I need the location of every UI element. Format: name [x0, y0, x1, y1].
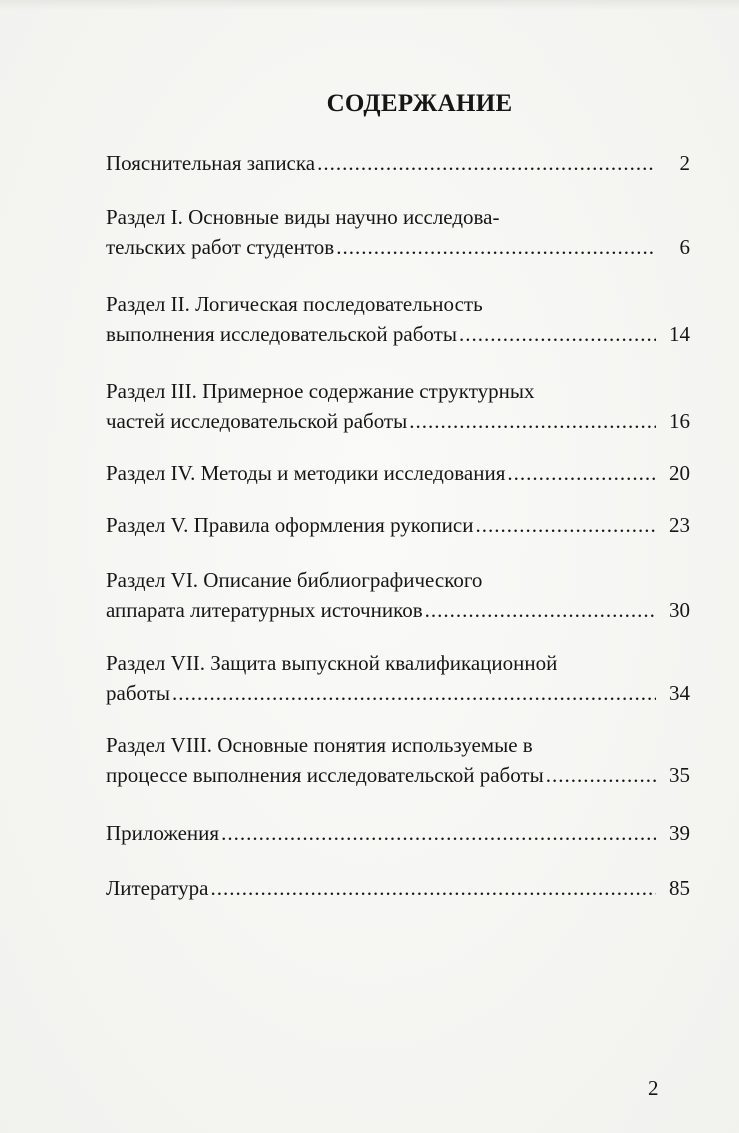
- toc-leader-dots: [409, 406, 656, 436]
- toc-entry-section-2[interactable]: [106, 289, 690, 349]
- toc-entry-title: Раздел IV. Методы и методики исследования: [106, 461, 506, 485]
- toc-entry-line: [106, 232, 690, 262]
- toc-entry-title: работы: [106, 681, 171, 705]
- toc-leader-dots: [336, 232, 656, 262]
- toc-entry-title-line: Раздел VI. Описание библиографического: [106, 568, 483, 592]
- toc-entry-line: [106, 818, 690, 848]
- page-title: СОДЕРЖАНИЕ: [326, 90, 513, 117]
- toc-leader-dots: [317, 148, 656, 178]
- toc-entry-section-4[interactable]: [106, 458, 690, 488]
- toc-entry-title: процессе выполнения исследовательской работы: [106, 763, 544, 787]
- toc-leader-dots: [507, 458, 656, 488]
- toc-leader-dots: [172, 678, 656, 708]
- toc-page-number: 35: [669, 763, 690, 787]
- toc-entry-appendices[interactable]: [106, 818, 690, 848]
- toc-entry-line: [106, 873, 690, 903]
- toc-entry-section-8[interactable]: [106, 730, 690, 790]
- toc-entry-literature[interactable]: [106, 873, 690, 903]
- toc-entry-section-3[interactable]: [106, 376, 690, 436]
- toc-entry-title-line: Раздел I. Основные виды научно исследова-: [106, 205, 500, 229]
- toc-entry-title: тельских работ студентов: [106, 235, 335, 259]
- toc-leader-dots: [221, 818, 656, 848]
- toc-entry-line: [106, 595, 690, 625]
- toc-entry-title-line: Раздел VII. Защита выпускной квалификационной: [106, 651, 558, 675]
- toc-leader-dots: [210, 873, 656, 903]
- toc-entry-title: выполнения исследовательской работы: [106, 322, 457, 346]
- toc-entry-title: частей исследовательской работы: [106, 409, 408, 433]
- toc-page-number: 14: [669, 322, 690, 346]
- toc-entry-section-7[interactable]: [106, 648, 690, 708]
- toc-page-number: 23: [669, 513, 690, 537]
- toc-page-number: 85: [669, 876, 690, 900]
- toc-entry-explanatory-note[interactable]: [106, 148, 690, 178]
- toc-page-number: 6: [679, 235, 690, 259]
- toc-entry-line: [106, 148, 690, 178]
- toc-entry-title: Литература: [106, 876, 209, 900]
- toc-leader-dots: [475, 510, 656, 540]
- toc-page-number: 20: [669, 461, 690, 485]
- toc-entry-title: Раздел V. Правила оформления рукописи: [106, 513, 474, 537]
- toc-entry-line: [106, 458, 690, 488]
- toc-entry-line: [106, 319, 690, 349]
- page-edge-shadow: [0, 0, 739, 10]
- toc-page-number: 30: [669, 598, 690, 622]
- page-number: 2: [648, 1076, 659, 1100]
- toc-entry-line: [106, 760, 690, 790]
- toc-entry-title: аппарата литературных источников: [106, 598, 423, 622]
- toc-leader-dots: [425, 595, 656, 625]
- toc-page-number: 39: [669, 821, 690, 845]
- toc-page-number: 34: [669, 681, 690, 705]
- toc-leader-dots: [546, 760, 656, 790]
- toc-entry-title-line: Раздел VIII. Основные понятия используемые в: [106, 733, 533, 757]
- toc-entry-section-5[interactable]: [106, 510, 690, 540]
- toc-entry-section-1[interactable]: [106, 202, 690, 262]
- toc-entry-line: [106, 678, 690, 708]
- toc-entry-title-line: Раздел III. Примерное содержание структурных: [106, 379, 535, 403]
- toc-leader-dots: [459, 319, 656, 349]
- toc-page-number: 2: [679, 151, 690, 175]
- toc-entry-title: Приложения: [106, 821, 220, 845]
- toc-entry-title: Пояснительная записка: [106, 151, 316, 175]
- toc-page-number: 16: [669, 409, 690, 433]
- toc-entry-line: [106, 510, 690, 540]
- toc-entry-section-6[interactable]: [106, 565, 690, 625]
- toc-entry-line: [106, 406, 690, 436]
- toc-entry-title-line: Раздел II. Логическая последовательность: [106, 292, 483, 316]
